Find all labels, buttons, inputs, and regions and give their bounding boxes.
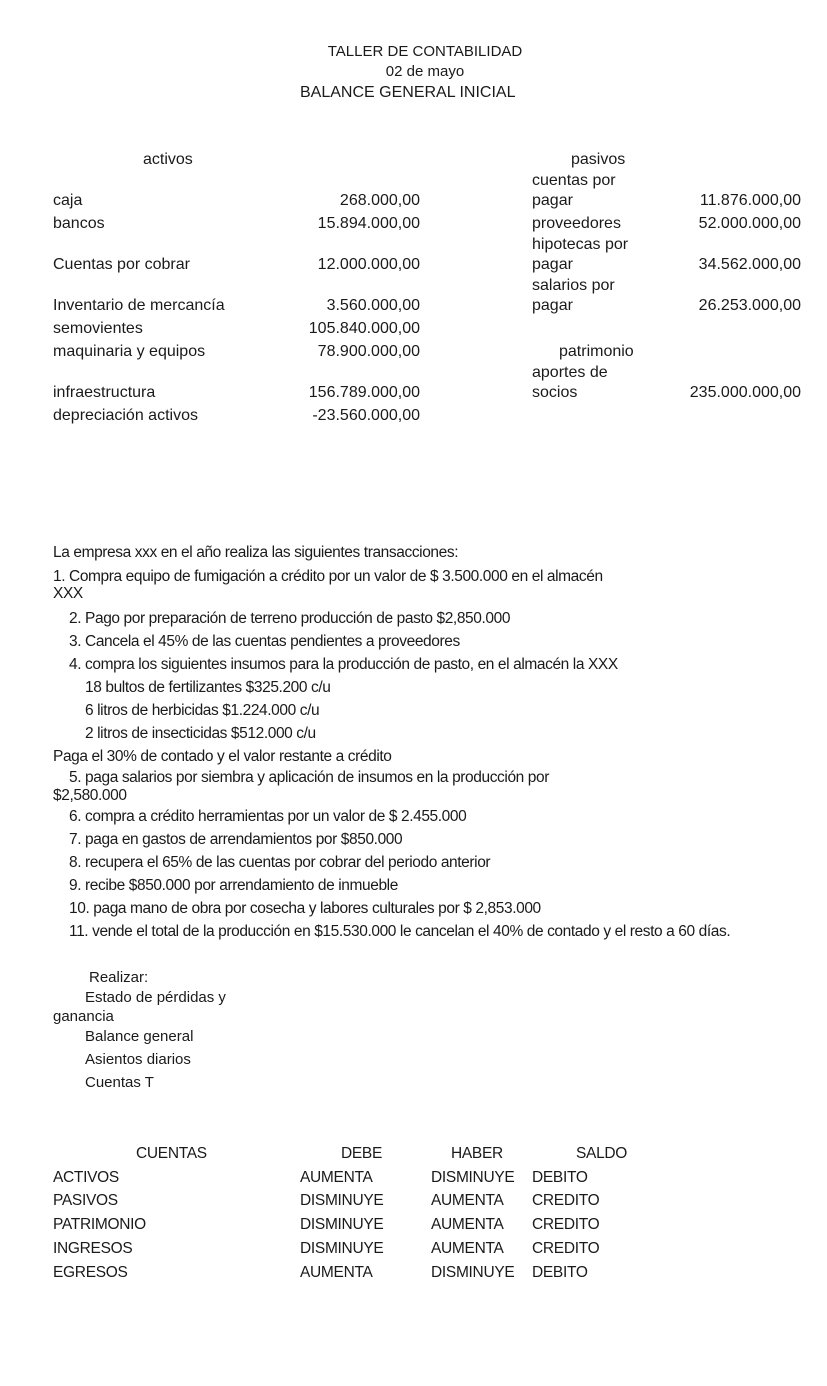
patrimonio-label: aportes de — [532, 364, 608, 381]
pasivo-label: hipotecas por — [532, 236, 629, 253]
realizar-item: Balance general — [85, 1028, 194, 1045]
table-cell-cuenta: INGRESOS — [53, 1240, 133, 1257]
transaction-4-item: 6 litros de herbicidas $1.224.000 c/u — [85, 702, 320, 719]
transaction-8: 8. recupera el 65% de las cuentas por cobrar del periodo anterior — [69, 854, 491, 871]
transaction-2: 2. Pago por preparación de terreno producción de pasto $2,850.000 — [69, 610, 511, 627]
column-header-saldo: SALDO — [576, 1145, 628, 1162]
table-cell-haber: AUMENTA — [431, 1240, 504, 1257]
column-header-cuentas: CUENTAS — [136, 1145, 207, 1162]
table-cell-haber: DISMINUYE — [431, 1169, 515, 1186]
table-cell-haber: AUMENTA — [431, 1192, 504, 1209]
column-header-haber: HABER — [451, 1145, 503, 1162]
pasivo-label: pagar — [532, 256, 573, 273]
activo-value: 12.000.000,00 — [317, 256, 420, 273]
activo-label: Inventario de mercancía — [53, 297, 225, 314]
transaction-10: 10. paga mano de obra por cosecha y labores culturales por $ 2,853.000 — [69, 900, 541, 917]
transaction-1-cont: XXX — [53, 585, 83, 602]
activo-label: semovientes — [53, 320, 143, 337]
activo-label: infraestructura — [53, 384, 156, 401]
activos-heading: activos — [143, 151, 193, 168]
table-cell-haber: DISMINUYE — [431, 1264, 515, 1281]
patrimonio-label: socios — [532, 384, 578, 401]
transaction-9: 9. recibe $850.000 por arrendamiento de inmueble — [69, 877, 398, 894]
activo-value: 15.894.000,00 — [317, 215, 420, 232]
patrimonio-heading: patrimonio — [559, 343, 634, 360]
activo-value: 156.789.000,00 — [308, 384, 420, 401]
realizar-item: Asientos diarios — [85, 1051, 191, 1068]
table-cell-saldo: CREDITO — [532, 1216, 600, 1233]
transaction-7: 7. paga en gastos de arrendamientos por $850.000 — [69, 831, 403, 848]
table-cell-debe: DISMINUYE — [300, 1192, 384, 1209]
transaction-4-payment: Paga el 30% de contado y el valor restante a crédito — [53, 748, 392, 765]
pasivo-label: pagar — [532, 297, 573, 314]
activo-label: maquinaria y equipos — [53, 343, 206, 360]
pasivo-value: 26.253.000,00 — [698, 297, 801, 314]
transaction-11: 11. vende el total de la producción en $15.530.000 le cancelan el 40% de contado y el resto a 60 días. — [69, 923, 731, 940]
pasivos-heading: pasivos — [571, 151, 626, 168]
transaction-4-item: 2 litros de insecticidas $512.000 c/u — [85, 725, 316, 742]
activo-label: Cuentas por cobrar — [53, 256, 190, 273]
realizar-item: Estado de pérdidas y — [85, 989, 226, 1006]
table-cell-cuenta: EGRESOS — [53, 1264, 128, 1281]
activo-label: caja — [53, 192, 83, 209]
document-date: 02 de mayo — [385, 63, 465, 80]
transaction-3: 3. Cancela el 45% de las cuentas pendientes a proveedores — [69, 633, 460, 650]
patrimonio-value: 235.000.000,00 — [689, 384, 801, 401]
table-cell-debe: AUMENTA — [300, 1169, 373, 1186]
transaction-4: 4. compra los siguientes insumos para la producción de pasto, en el almacén la XXX — [69, 656, 618, 673]
transaction-6: 6. compra a crédito herramientas por un valor de $ 2.455.000 — [69, 808, 467, 825]
table-cell-haber: AUMENTA — [431, 1216, 504, 1233]
transaction-4-item: 18 bultos de fertilizantes $325.200 c/u — [85, 679, 331, 696]
pasivo-label: salarios por — [532, 277, 615, 294]
activo-value: -23.560.000,00 — [312, 407, 420, 424]
table-cell-cuenta: PASIVOS — [53, 1192, 118, 1209]
pasivo-value: 52.000.000,00 — [698, 215, 801, 232]
balance-title: BALANCE GENERAL INICIAL — [300, 84, 516, 101]
activo-value: 105.840.000,00 — [308, 320, 420, 337]
pasivo-value: 34.562.000,00 — [698, 256, 801, 273]
pasivo-value: 11.876.000,00 — [699, 192, 801, 209]
table-cell-debe: AUMENTA — [300, 1264, 373, 1281]
pasivo-label: proveedores — [532, 215, 621, 232]
table-cell-saldo: DEBITO — [532, 1169, 588, 1186]
realizar-heading: Realizar: — [89, 969, 149, 986]
transaction-5-cont: $2,580.000 — [53, 787, 127, 804]
pasivo-label: cuentas por — [532, 172, 616, 189]
table-cell-saldo: DEBITO — [532, 1264, 588, 1281]
table-cell-cuenta: ACTIVOS — [53, 1169, 119, 1186]
realizar-item-cont: ganancia — [53, 1008, 114, 1025]
activo-value: 3.560.000,00 — [326, 297, 420, 314]
column-header-debe: DEBE — [341, 1145, 383, 1162]
table-cell-debe: DISMINUYE — [300, 1216, 384, 1233]
transaction-1: 1. Compra equipo de fumigación a crédito por un valor de $ 3.500.000 en el almacén — [53, 568, 603, 585]
realizar-item: Cuentas T — [85, 1074, 154, 1091]
table-cell-saldo: CREDITO — [532, 1240, 600, 1257]
table-cell-cuenta: PATRIMONIO — [53, 1216, 146, 1233]
activo-label: bancos — [53, 215, 105, 232]
transactions-intro: La empresa xxx en el año realiza las siguientes transacciones: — [53, 544, 459, 561]
activo-value: 268.000,00 — [339, 192, 420, 209]
table-cell-debe: DISMINUYE — [300, 1240, 384, 1257]
activo-value: 78.900.000,00 — [317, 343, 420, 360]
transaction-5: 5. paga salarios por siembra y aplicación de insumos en la producción por — [69, 769, 549, 786]
activo-label: depreciación activos — [53, 407, 198, 424]
table-cell-saldo: CREDITO — [532, 1192, 600, 1209]
pasivo-label: pagar — [532, 192, 573, 209]
document-title: TALLER DE CONTABILIDAD — [327, 43, 523, 60]
